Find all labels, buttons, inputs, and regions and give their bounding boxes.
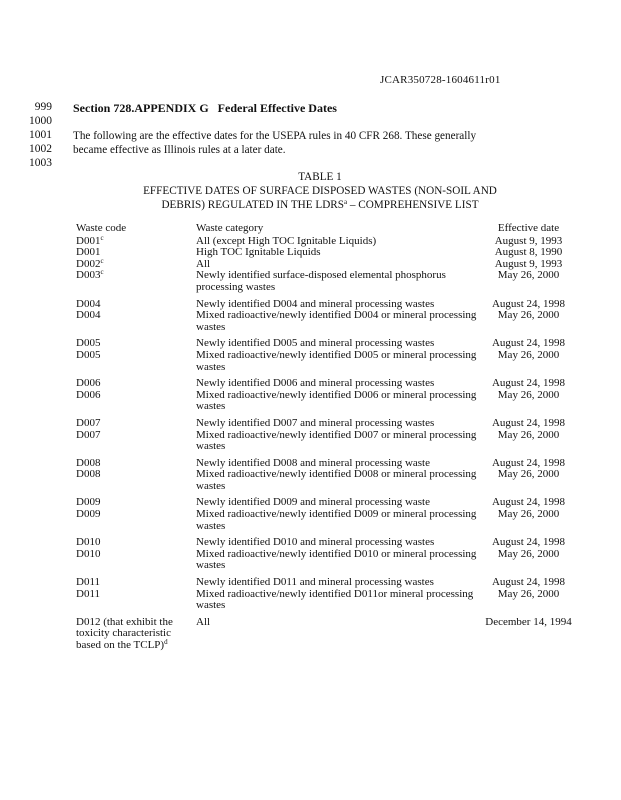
effective-date-cell: August 24, 1998 [491, 297, 566, 310]
table-row [76, 350, 576, 373]
waste-category-cell: Mixed radioactive/newly identified D007 or mineral processing wastes [196, 428, 477, 453]
footnote-marker: c [100, 268, 104, 277]
waste-code: D005 [76, 337, 101, 350]
table-body [76, 233, 576, 652]
waste-category-cell: Newly identified D009 and mineral processing waste [196, 496, 430, 509]
footnote-marker: a [343, 198, 348, 206]
subtitle-text-end: – COMPREHENSIVE LIST [347, 199, 479, 211]
waste-code: D003 [76, 269, 101, 282]
table-row [76, 413, 576, 430]
waste-code-cell [76, 589, 196, 612]
effective-date-cell: May 26, 2000 [497, 428, 560, 441]
line-number: 1001 [29, 129, 52, 141]
waste-code: D011 [76, 576, 101, 589]
waste-code-cell [76, 270, 196, 293]
effective-dates-table [76, 223, 576, 652]
waste-category-cell: Newly identified surface-disposed elemental phosphorus processing wastes [196, 269, 446, 293]
waste-code: D011 [76, 587, 101, 600]
table-subtitle-line-2 [90, 198, 550, 213]
waste-code-cell [76, 572, 196, 589]
waste-code-cell [76, 549, 196, 572]
effective-date-cell: August 24, 1998 [491, 337, 566, 350]
table-row [76, 469, 576, 492]
waste-category-cell: Mixed radioactive/newly identified D010 or mineral processing wastes [196, 547, 477, 572]
waste-code: D004 [76, 297, 101, 310]
effective-date-cell: August 24, 1998 [491, 377, 566, 390]
section-title: Section 728.APPENDIX G Federal Effective Dates [73, 101, 337, 115]
waste-category-cell: Mixed radioactive/newly identified D008 or mineral processing wastes [196, 468, 477, 492]
waste-category-cell: Newly identified D004 and mineral processing wastes [196, 297, 435, 310]
effective-date-cell: August 9, 1993 [494, 257, 563, 270]
effective-date-cell: May 26, 2000 [497, 388, 560, 401]
waste-code: D010 [76, 547, 101, 560]
waste-category-cell: Mixed radioactive/newly identified D004 or mineral processing wastes [196, 309, 477, 333]
line-number: 1002 [29, 143, 52, 155]
table-row [76, 572, 576, 589]
effective-date-cell: August 9, 1993 [494, 234, 563, 247]
waste-category-cell: Newly identified D011 and mineral processing wastes [196, 576, 434, 589]
effective-date-cell: August 8, 1990 [494, 246, 563, 259]
table-row [76, 589, 576, 612]
table-row [76, 532, 576, 549]
table-row [76, 310, 576, 333]
waste-code-cell [76, 453, 196, 470]
waste-category-cell: High TOC Ignitable Liquids [196, 246, 321, 259]
table-row [76, 612, 576, 652]
waste-code: D012 (that exhibit the toxicity characteristic based on the TCLP) [76, 615, 173, 651]
table-header-row [76, 223, 576, 236]
waste-code: D007 [76, 416, 101, 429]
waste-code: D001 [76, 246, 101, 259]
table-row [76, 549, 576, 572]
waste-code-cell [76, 532, 196, 549]
effective-date-cell: August 24, 1998 [491, 496, 566, 509]
table-row [76, 294, 576, 311]
waste-code: D004 [76, 309, 101, 322]
waste-code-cell [76, 469, 196, 492]
waste-category-cell: Newly identified D005 and mineral processing wastes [196, 337, 435, 350]
footnote-marker: c [100, 256, 104, 265]
intro-line-2: became effective as Illinois rules at a later date. [73, 144, 286, 156]
line-number: 999 [34, 101, 52, 113]
waste-code: D006 [76, 388, 101, 401]
line-number: 1003 [29, 157, 52, 169]
waste-code-cell [76, 390, 196, 413]
waste-category-cell: Newly identified D008 and mineral processing waste [196, 456, 430, 469]
table-row [76, 492, 576, 509]
table-title: TABLE 1 [298, 171, 342, 183]
waste-code-cell [76, 492, 196, 509]
waste-code-cell [76, 350, 196, 373]
waste-code: D001 [76, 234, 101, 247]
effective-date-cell: May 26, 2000 [497, 547, 560, 560]
table-row [76, 270, 576, 293]
effective-date-cell: August 24, 1998 [491, 576, 566, 589]
waste-category-cell: Newly identified D006 and mineral processing wastes [196, 377, 435, 390]
waste-code: D008 [76, 468, 101, 481]
line-number: 1000 [29, 115, 52, 127]
table-row [76, 390, 576, 413]
subtitle-text: DEBRIS) REGULATED IN THE LDRS [161, 199, 344, 211]
effective-date-cell: May 26, 2000 [497, 348, 560, 361]
waste-code: D009 [76, 496, 101, 509]
effective-date-cell: May 26, 2000 [497, 269, 560, 282]
waste-code-cell [76, 413, 196, 430]
table-row [76, 430, 576, 453]
effective-date-cell: August 24, 1998 [491, 416, 566, 429]
waste-code-cell [76, 509, 196, 532]
intro-line-1: The following are the effective dates for the USEPA rules in 40 CFR 268. These generally [73, 130, 477, 142]
waste-category-cell: Mixed radioactive/newly identified D011or mineral processing wastes [196, 587, 474, 612]
table-row [76, 453, 576, 470]
footnote-marker: c [100, 233, 104, 242]
column-header-category: Waste category [196, 222, 264, 234]
column-header-code: Waste code [76, 222, 127, 234]
waste-category-cell: Newly identified D010 and mineral processing wastes [196, 536, 435, 549]
waste-category-cell: Mixed radioactive/newly identified D006 or mineral processing wastes [196, 388, 477, 413]
waste-category-cell: All [196, 615, 211, 628]
waste-code: D005 [76, 348, 101, 361]
footnote-marker: d [164, 638, 168, 646]
waste-code: D010 [76, 536, 101, 549]
waste-code: D009 [76, 508, 101, 521]
waste-category-cell: All [196, 257, 211, 270]
waste-category-cell: Mixed radioactive/newly identified D009 or mineral processing wastes [196, 508, 477, 532]
table-subtitle-line-1: EFFECTIVE DATES OF SURFACE DISPOSED WASTES (NON-SOIL AND [143, 185, 497, 197]
waste-code: D007 [76, 428, 101, 441]
waste-code: D002 [76, 257, 101, 270]
effective-date-cell: May 26, 2000 [497, 508, 560, 521]
waste-code: D006 [76, 377, 101, 390]
effective-date-cell: August 24, 1998 [491, 536, 566, 549]
effective-date-cell: May 26, 2000 [497, 587, 560, 600]
table-row [76, 509, 576, 532]
waste-code-cell [76, 373, 196, 390]
document-id: JCAR350728-1604611r01 [380, 74, 501, 86]
table-row [76, 373, 576, 390]
waste-code-cell [76, 310, 196, 333]
waste-code-cell [76, 294, 196, 311]
waste-category-cell: Mixed radioactive/newly identified D005 or mineral processing wastes [196, 348, 477, 373]
column-header-date: Effective date [497, 222, 560, 234]
effective-date-cell: May 26, 2000 [497, 468, 560, 481]
waste-code-cell [76, 430, 196, 453]
waste-code-cell [76, 612, 196, 652]
waste-code-cell [76, 333, 196, 350]
table-row [76, 333, 576, 350]
effective-date-cell: December 14, 1994 [485, 615, 572, 628]
waste-category-cell: Newly identified D007 and mineral processing wastes [196, 416, 435, 429]
waste-code: D008 [76, 456, 101, 469]
effective-date-cell: May 26, 2000 [497, 309, 560, 322]
effective-date-cell: August 24, 1998 [491, 456, 566, 469]
waste-category-cell: All (except High TOC Ignitable Liquids) [196, 234, 377, 247]
